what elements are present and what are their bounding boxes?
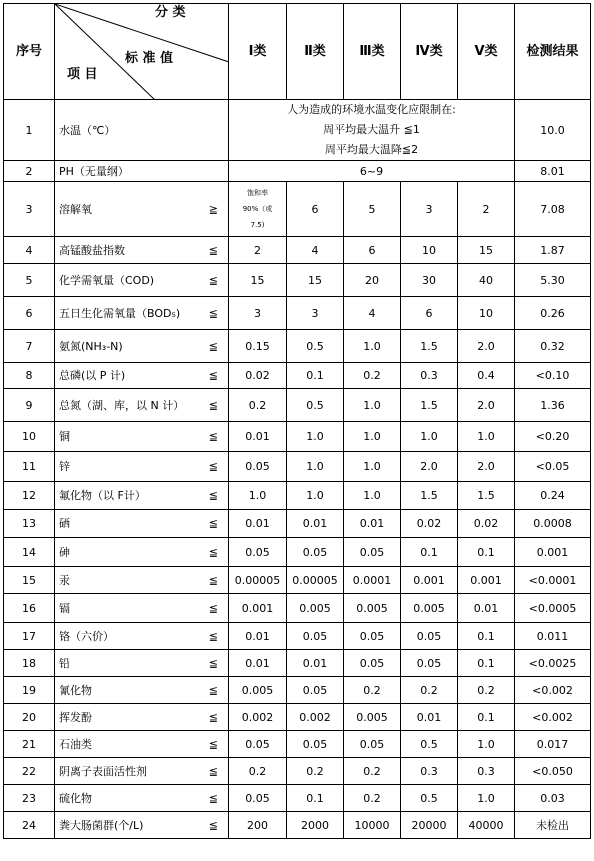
class-4-value: 10	[401, 237, 458, 264]
result-value: 0.26	[515, 297, 591, 330]
class-1-value: 15	[229, 264, 287, 297]
row-number: 7	[4, 330, 55, 363]
class-2-value: 0.05	[287, 731, 344, 758]
class-3-value: 0.0001	[344, 567, 401, 594]
comparison-sign: ≦	[208, 573, 218, 587]
comparison-sign: ≦	[208, 339, 218, 353]
item-name	[55, 623, 229, 650]
comparison-sign: ≦	[208, 369, 218, 382]
class-3-value: 0.2	[344, 758, 401, 785]
class-1-value: 0.00005	[229, 567, 287, 594]
class-2-value: 0.1	[287, 785, 344, 812]
item-label: 锌	[59, 460, 70, 473]
item-name	[55, 594, 229, 623]
item-name	[55, 389, 229, 422]
item-name	[55, 422, 229, 452]
result-value: <0.10	[515, 363, 591, 389]
table-row	[4, 677, 591, 704]
water-quality-table	[3, 3, 591, 839]
row-number: 14	[4, 538, 55, 567]
class-5-value: 0.02	[458, 510, 515, 538]
table-row	[4, 623, 591, 650]
class-3-value: 1.0	[344, 482, 401, 510]
result-value: 0.32	[515, 330, 591, 363]
class-5-value: 40000	[458, 812, 515, 839]
row-number: 15	[4, 567, 55, 594]
comparison-sign: ≦	[208, 545, 218, 559]
comparison-sign: ≦	[208, 656, 218, 670]
class-3-value: 4	[344, 297, 401, 330]
result-value: <0.002	[515, 677, 591, 704]
row-number: 5	[4, 264, 55, 297]
ph-range: 6~9	[229, 161, 515, 182]
class-1-value: 0.02	[229, 363, 287, 389]
class-4-value: 0.05	[401, 623, 458, 650]
result-value: <0.05	[515, 452, 591, 482]
class-4-value: 0.01	[401, 704, 458, 731]
header-row	[4, 4, 591, 100]
class-3-value: 0.2	[344, 363, 401, 389]
header-category-label: 分 类	[155, 5, 186, 20]
result-value: 0.24	[515, 482, 591, 510]
class-5-value: 2	[458, 182, 515, 237]
class-3-value: 0.2	[344, 785, 401, 812]
class-5-value: 1.0	[458, 422, 515, 452]
item-name	[55, 812, 229, 839]
class-5-value: 2.0	[458, 330, 515, 363]
comparison-sign: ≦	[208, 430, 218, 443]
class-5-value: 0.001	[458, 567, 515, 594]
class-4-value: 6	[401, 297, 458, 330]
row-number: 6	[4, 297, 55, 330]
comparison-sign: ≦	[208, 601, 218, 615]
item-name	[55, 237, 229, 264]
class-2-value: 0.2	[287, 758, 344, 785]
comparison-sign: ≦	[208, 273, 218, 287]
result-value: 0.011	[515, 623, 591, 650]
item-label: 氰化物	[59, 683, 92, 697]
header-class-5: Ⅴ类	[458, 4, 515, 100]
class-3-value: 0.01	[344, 510, 401, 538]
class-3-value: 0.05	[344, 731, 401, 758]
item-label: 镉	[59, 601, 70, 615]
class-1-value: 3	[229, 297, 287, 330]
row-number: 23	[4, 785, 55, 812]
class-5-value: 0.1	[458, 623, 515, 650]
result-value: <0.0005	[515, 594, 591, 623]
class-4-value: 0.3	[401, 758, 458, 785]
item-name	[55, 182, 229, 237]
result-value: <0.0001	[515, 567, 591, 594]
class-4-value: 30	[401, 264, 458, 297]
class-4-value: 0.05	[401, 650, 458, 677]
class-3-value: 1.0	[344, 389, 401, 422]
saturation-label: 饱和率	[247, 189, 268, 197]
table-row	[4, 452, 591, 482]
class-1-value: 1.0	[229, 482, 287, 510]
row-number: 17	[4, 623, 55, 650]
item-name	[55, 452, 229, 482]
class-5-value: 2.0	[458, 389, 515, 422]
item-label: 铬（六价）	[59, 629, 114, 643]
row-number: 20	[4, 704, 55, 731]
class-5-value: 0.2	[458, 677, 515, 704]
table-row	[4, 161, 591, 182]
row-number: 19	[4, 677, 55, 704]
item-label: 总磷(以 P 计)	[59, 369, 126, 382]
class-4-value: 0.02	[401, 510, 458, 538]
item-label: 溶解氧	[59, 202, 92, 216]
class-1-value: 0.05	[229, 731, 287, 758]
row-number: 3	[4, 182, 55, 237]
header-class-2: Ⅱ类	[287, 4, 344, 100]
class-2-value: 0.01	[287, 510, 344, 538]
class-2-value: 3	[287, 297, 344, 330]
class-3-value: 0.05	[344, 538, 401, 567]
class-2-value: 0.05	[287, 538, 344, 567]
item-name	[55, 567, 229, 594]
class-3-value: 0.05	[344, 623, 401, 650]
class-3-value: 10000	[344, 812, 401, 839]
class-5-value: 15	[458, 237, 515, 264]
table-row	[4, 182, 591, 237]
item-label: 石油类	[59, 737, 92, 751]
table-row	[4, 567, 591, 594]
row-number: 10	[4, 422, 55, 452]
class-5-value: 0.1	[458, 650, 515, 677]
comparison-sign: ≦	[208, 791, 218, 805]
item-name: PH（无量纲）	[55, 161, 229, 182]
item-label: 砷	[59, 545, 70, 559]
item-name	[55, 330, 229, 363]
class-4-value: 1.5	[401, 330, 458, 363]
class-1-value: 0.01	[229, 422, 287, 452]
class-4-value: 20000	[401, 812, 458, 839]
class-1-value: 200	[229, 812, 287, 839]
class-3-value: 0.05	[344, 650, 401, 677]
result-value: 5.30	[515, 264, 591, 297]
class-4-value: 2.0	[401, 452, 458, 482]
table-row	[4, 538, 591, 567]
item-name	[55, 297, 229, 330]
class-2-value: 2000	[287, 812, 344, 839]
header-diagonal-cell	[55, 4, 229, 100]
item-label: 氨氮(NH₃-N)	[59, 339, 123, 353]
table-row	[4, 100, 591, 161]
result-value: 1.87	[515, 237, 591, 264]
item-label: 挥发酚	[59, 710, 92, 724]
table-row	[4, 594, 591, 623]
comparison-sign: ≦	[208, 629, 218, 643]
comparison-sign: ≧	[208, 202, 218, 216]
class-5-value: 1.0	[458, 785, 515, 812]
class-3-value: 5	[344, 182, 401, 237]
result-value: 1.36	[515, 389, 591, 422]
item-label: 铜	[59, 430, 70, 443]
class-3-value: 0.005	[344, 704, 401, 731]
item-label: 硫化物	[59, 791, 92, 805]
class-2-value: 0.005	[287, 594, 344, 623]
item-name	[55, 482, 229, 510]
row-number: 2	[4, 161, 55, 182]
class-2-value: 4	[287, 237, 344, 264]
class-2-value: 0.5	[287, 330, 344, 363]
saturation-percent: 90%（或	[242, 205, 273, 213]
class-5-value: 2.0	[458, 452, 515, 482]
comparison-sign: ≦	[208, 243, 218, 257]
result-value: 0.03	[515, 785, 591, 812]
row-number: 22	[4, 758, 55, 785]
header-item-label: 项 目	[67, 67, 98, 82]
item-label: 汞	[59, 573, 70, 587]
class-2-value: 1.0	[287, 452, 344, 482]
class-2-value: 0.05	[287, 623, 344, 650]
class-1-value: 0.05	[229, 538, 287, 567]
header-class-3: Ⅲ类	[344, 4, 401, 100]
table-row	[4, 510, 591, 538]
class-4-value: 0.5	[401, 785, 458, 812]
class-2-value: 0.002	[287, 704, 344, 731]
class-5-value: 1.5	[458, 482, 515, 510]
temperature-rise: 周平均最大温升 ≦1	[323, 123, 420, 136]
class-3-value: 1.0	[344, 330, 401, 363]
row-number: 1	[4, 100, 55, 161]
item-name	[55, 677, 229, 704]
table-row	[4, 482, 591, 510]
temperature-drop: 周平均最大温降≦2	[324, 143, 419, 156]
item-label: 铅	[59, 656, 70, 670]
table-row	[4, 330, 591, 363]
table-row	[4, 812, 591, 839]
comparison-sign: ≦	[208, 460, 218, 473]
item-label: 化学需氧量（COD)	[59, 273, 155, 287]
result-value: <0.0025	[515, 650, 591, 677]
item-label: 粪大肠菌群(个/L)	[59, 818, 144, 832]
class-1-value: 0.01	[229, 623, 287, 650]
header-standard-label: 标 准 值	[125, 51, 174, 66]
class-5-value: 40	[458, 264, 515, 297]
class-1-value	[229, 182, 287, 237]
item-label: 硒	[59, 517, 70, 530]
item-name	[55, 650, 229, 677]
item-name	[55, 731, 229, 758]
class-2-value: 15	[287, 264, 344, 297]
row-number: 9	[4, 389, 55, 422]
class-1-value: 0.002	[229, 704, 287, 731]
comparison-sign: ≦	[208, 517, 218, 530]
table-row	[4, 237, 591, 264]
comparison-sign: ≦	[208, 764, 218, 778]
result-value: <0.002	[515, 704, 591, 731]
result-value: <0.20	[515, 422, 591, 452]
header-result: 检测结果	[515, 4, 591, 100]
class-1-value: 0.01	[229, 510, 287, 538]
class-4-value: 1.0	[401, 422, 458, 452]
class-1-value: 0.2	[229, 758, 287, 785]
table-row	[4, 264, 591, 297]
item-name	[55, 363, 229, 389]
temperature-note: 人为造成的环境水温变化应限制在:	[287, 103, 456, 116]
class-3-value: 0.005	[344, 594, 401, 623]
result-value: <0.050	[515, 758, 591, 785]
item-label: 五日生化需氧量（BOD₅)	[59, 306, 181, 320]
table-row	[4, 704, 591, 731]
table-row	[4, 422, 591, 452]
result-value: 0.001	[515, 538, 591, 567]
class-4-value: 0.5	[401, 731, 458, 758]
item-name	[55, 510, 229, 538]
class-3-value: 0.2	[344, 677, 401, 704]
class-2-value: 1.0	[287, 482, 344, 510]
comparison-sign: ≦	[208, 818, 218, 832]
result-value: 未检出	[515, 812, 591, 839]
class-5-value: 0.01	[458, 594, 515, 623]
item-label: 阴离子表面活性剂	[59, 764, 147, 778]
item-name	[55, 264, 229, 297]
class-4-value: 0.005	[401, 594, 458, 623]
result-value: 10.0	[515, 100, 591, 161]
header-class-4: Ⅳ类	[401, 4, 458, 100]
class-5-value: 0.4	[458, 363, 515, 389]
table-row	[4, 731, 591, 758]
row-number: 4	[4, 237, 55, 264]
class-4-value: 1.5	[401, 389, 458, 422]
row-number: 8	[4, 363, 55, 389]
class-2-value: 6	[287, 182, 344, 237]
result-value: 0.017	[515, 731, 591, 758]
header-class-1: Ⅰ类	[229, 4, 287, 100]
item-name	[55, 758, 229, 785]
class-1-value: 0.005	[229, 677, 287, 704]
comparison-sign: ≦	[208, 710, 218, 724]
table-row	[4, 758, 591, 785]
item-name: 水温（℃）	[55, 100, 229, 161]
result-value: 7.08	[515, 182, 591, 237]
class-1-value: 0.2	[229, 389, 287, 422]
row-number: 21	[4, 731, 55, 758]
row-number: 24	[4, 812, 55, 839]
row-number: 12	[4, 482, 55, 510]
item-label: 总氮（湖、库，以 N 计）	[59, 398, 185, 412]
class-1-value: 0.001	[229, 594, 287, 623]
item-name	[55, 538, 229, 567]
row-number: 11	[4, 452, 55, 482]
class-4-value: 0.001	[401, 567, 458, 594]
row-number: 16	[4, 594, 55, 623]
class-2-value: 0.1	[287, 363, 344, 389]
class-2-value: 0.05	[287, 677, 344, 704]
comparison-sign: ≦	[208, 683, 218, 697]
comparison-sign: ≦	[208, 737, 218, 751]
item-label: 氟化物（以 F计）	[59, 489, 146, 502]
class-1-value: 0.15	[229, 330, 287, 363]
comparison-sign: ≦	[208, 306, 218, 320]
item-name	[55, 785, 229, 812]
table-row	[4, 650, 591, 677]
class-1-value: 0.01	[229, 650, 287, 677]
temperature-standard	[229, 100, 515, 161]
class-2-value: 0.5	[287, 389, 344, 422]
class-5-value: 0.3	[458, 758, 515, 785]
header-seq: 序号	[4, 4, 55, 100]
class-4-value: 0.3	[401, 363, 458, 389]
class-3-value: 6	[344, 237, 401, 264]
class-5-value: 0.1	[458, 538, 515, 567]
class-4-value: 0.1	[401, 538, 458, 567]
result-value: 8.01	[515, 161, 591, 182]
table-row	[4, 297, 591, 330]
result-value: 0.0008	[515, 510, 591, 538]
class-3-value: 1.0	[344, 422, 401, 452]
table-row	[4, 389, 591, 422]
class-1-value: 0.05	[229, 452, 287, 482]
item-name	[55, 704, 229, 731]
class-2-value: 0.01	[287, 650, 344, 677]
class-5-value: 10	[458, 297, 515, 330]
class-1-value: 2	[229, 237, 287, 264]
class-5-value: 1.0	[458, 731, 515, 758]
comparison-sign: ≦	[208, 489, 218, 502]
class-4-value: 0.2	[401, 677, 458, 704]
class-1-value: 0.05	[229, 785, 287, 812]
table-row	[4, 785, 591, 812]
class-5-value: 0.1	[458, 704, 515, 731]
saturation-alt: 7.5)	[250, 221, 265, 229]
class-3-value: 1.0	[344, 452, 401, 482]
comparison-sign: ≦	[208, 398, 218, 412]
class-2-value: 0.00005	[287, 567, 344, 594]
table-row	[4, 363, 591, 389]
class-4-value: 1.5	[401, 482, 458, 510]
row-number: 13	[4, 510, 55, 538]
row-number: 18	[4, 650, 55, 677]
class-3-value: 20	[344, 264, 401, 297]
class-4-value: 3	[401, 182, 458, 237]
item-label: 高锰酸盐指数	[59, 243, 125, 257]
class-2-value: 1.0	[287, 422, 344, 452]
